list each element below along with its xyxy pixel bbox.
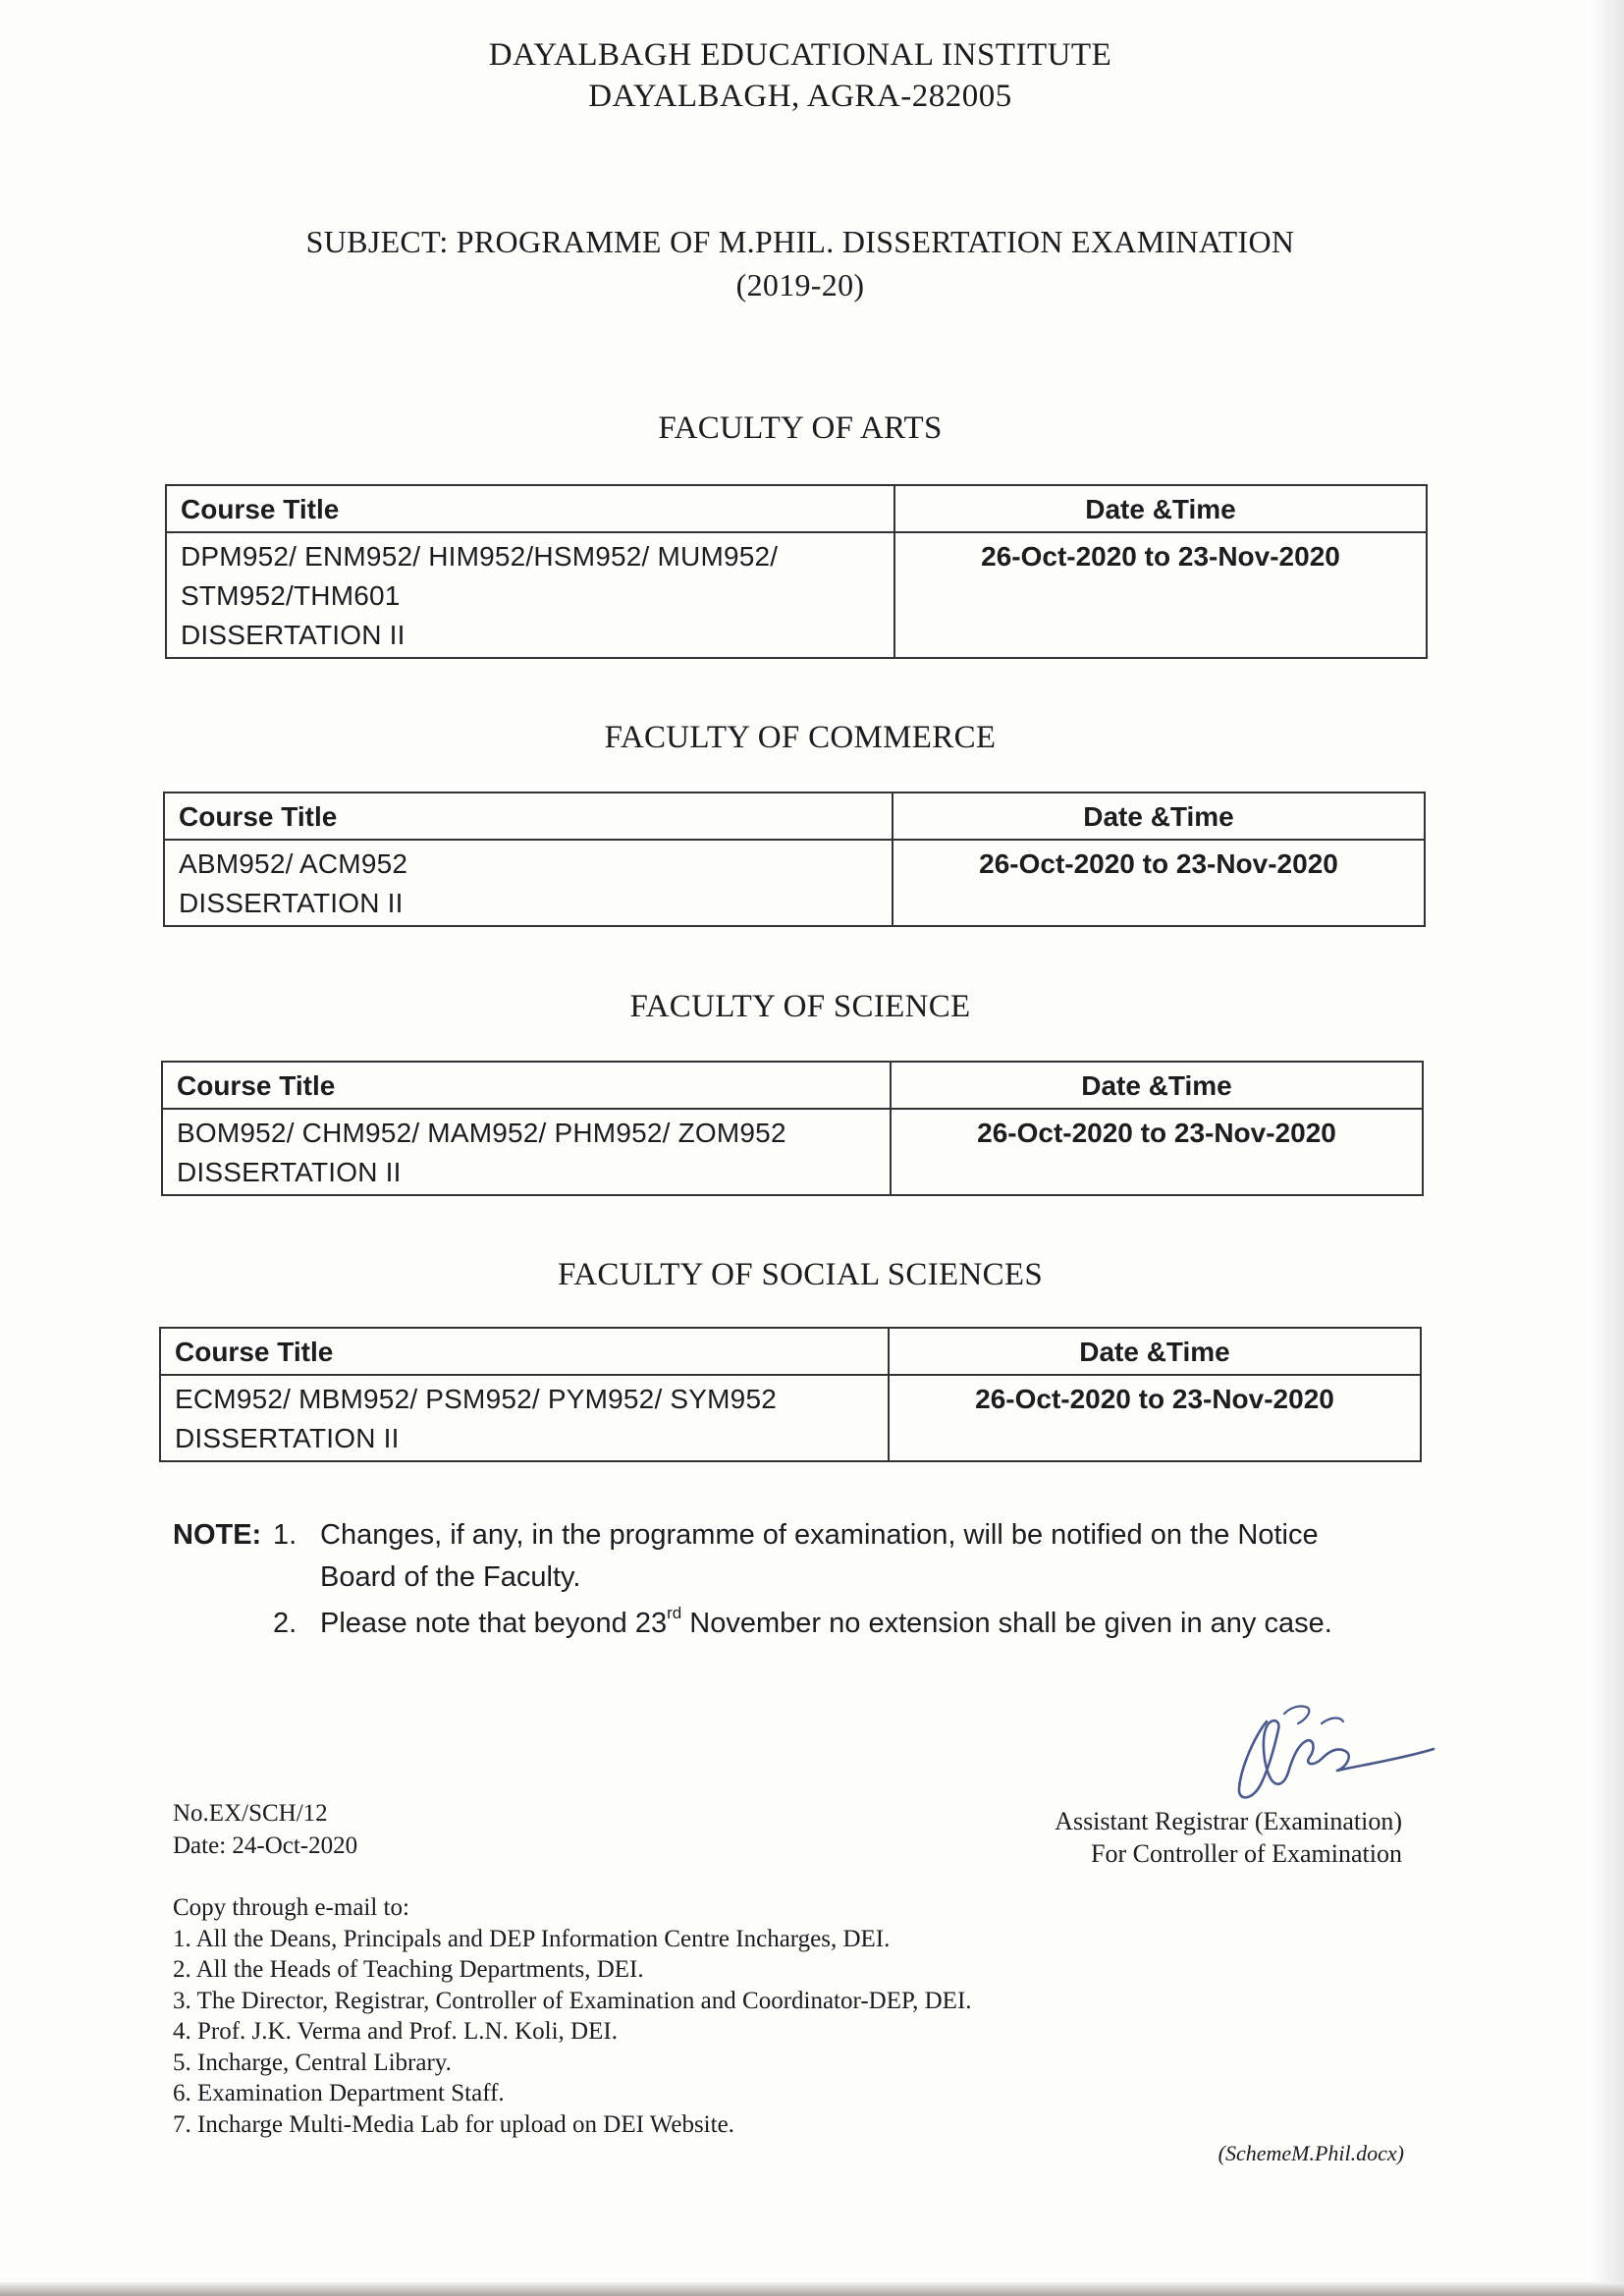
course-codes-line: ECM952/ MBM952/ PSM952/ PYM952/ SYM952 bbox=[175, 1384, 777, 1414]
column-header-date-time: Date &Time bbox=[889, 1328, 1421, 1375]
table-header-row bbox=[166, 485, 1427, 532]
course-name-line: DISSERTATION II bbox=[181, 620, 406, 650]
faculty-heading-commerce: FACULTY OF COMMERCE bbox=[604, 720, 997, 755]
column-header-date-time: Date &Time bbox=[893, 793, 1425, 840]
course-codes-line: STM952/THM601 bbox=[181, 580, 401, 611]
course-codes-cell bbox=[166, 532, 894, 658]
table-header-row bbox=[162, 1062, 1423, 1109]
course-table-social-sciences bbox=[159, 1327, 1422, 1462]
exam-date-cell: 26-Oct-2020 to 23-Nov-2020 bbox=[893, 840, 1425, 926]
reference-block bbox=[173, 1797, 357, 1862]
note-number: 2. bbox=[273, 1608, 298, 1639]
subject-year: (2019-20) bbox=[735, 267, 865, 302]
list-item: 2. All the Heads of Teaching Departments, DEI. bbox=[173, 1956, 644, 1983]
faculty-heading-science: FACULTY OF SCIENCE bbox=[629, 989, 971, 1024]
course-codes-cell bbox=[164, 840, 893, 926]
institute-name: DAYALBAGH EDUCATIONAL INSTITUTE bbox=[488, 37, 1112, 73]
course-codes-cell bbox=[162, 1109, 891, 1195]
column-header-date-time: Date &Time bbox=[894, 485, 1427, 532]
column-header-course-title: Course Title bbox=[162, 1062, 891, 1109]
course-table-commerce bbox=[163, 792, 1426, 927]
subject-line: SUBJECT: PROGRAMME OF M.PHIL. DISSERTATION EXAMINATION bbox=[305, 224, 1295, 259]
exam-date-cell: 26-Oct-2020 to 23-Nov-2020 bbox=[891, 1109, 1423, 1195]
signatory-subtitle: For Controller of Examination bbox=[1090, 1839, 1402, 1868]
column-header-course-title: Course Title bbox=[160, 1328, 889, 1375]
course-name-line: DISSERTATION II bbox=[175, 1423, 400, 1453]
course-codes-line: DPM952/ ENM952/ HIM952/HSM952/ MUM952/ bbox=[181, 541, 779, 572]
course-name-line: DISSERTATION II bbox=[179, 888, 404, 918]
list-item: 1. All the Deans, Principals and DEP Information Centre Incharges, DEI. bbox=[173, 1925, 891, 1952]
table-header-row bbox=[160, 1328, 1421, 1375]
notes-section bbox=[173, 1514, 1449, 1645]
institute-address: DAYALBAGH, AGRA-282005 bbox=[588, 79, 1012, 114]
column-header-course-title: Course Title bbox=[164, 793, 893, 840]
signatory-block bbox=[1055, 1805, 1402, 1870]
column-header-date-time: Date &Time bbox=[891, 1062, 1423, 1109]
course-codes-cell bbox=[160, 1375, 889, 1461]
faculty-heading-arts: FACULTY OF ARTS bbox=[658, 410, 943, 446]
document-filename: (SchemeM.Phil.docx) bbox=[1218, 2141, 1404, 2165]
list-item: 7. Incharge Multi-Media Lab for upload on DEI Website. bbox=[173, 2110, 734, 2138]
course-codes-line: ABM952/ ACM952 bbox=[179, 848, 408, 879]
note-label: NOTE: bbox=[173, 1519, 262, 1551]
faculty-heading-social-sciences: FACULTY OF SOCIAL SCIENCES bbox=[557, 1257, 1044, 1292]
list-item: 5. Incharge, Central Library. bbox=[173, 2049, 452, 2076]
exam-date-cell: 26-Oct-2020 to 23-Nov-2020 bbox=[889, 1375, 1421, 1461]
table-header-row bbox=[164, 793, 1425, 840]
page-edge-shadow bbox=[1587, 0, 1624, 2296]
note-item bbox=[173, 1514, 1449, 1599]
signatory-title: Assistant Registrar (Examination) bbox=[1055, 1807, 1402, 1835]
copy-heading: Copy through e-mail to: bbox=[173, 1894, 409, 1921]
copy-to-list bbox=[173, 1892, 972, 2140]
list-item: 3. The Director, Registrar, Controller of Examination and Coordinator-DEP, DEI. bbox=[173, 1987, 972, 2014]
note-text-line: Changes, if any, in the programme of examination, will be notified on the Notice bbox=[320, 1519, 1319, 1551]
note-text: Please note that beyond 23 bbox=[320, 1608, 668, 1639]
table-row bbox=[160, 1375, 1421, 1461]
table-row bbox=[162, 1109, 1423, 1195]
table-row bbox=[166, 532, 1427, 658]
reference-number: No.EX/SCH/12 bbox=[173, 1800, 328, 1827]
note-item bbox=[173, 1603, 1449, 1645]
table-row bbox=[164, 840, 1425, 926]
page-bottom-shadow bbox=[0, 2282, 1624, 2296]
signature-image bbox=[1206, 1694, 1441, 1812]
course-table-arts bbox=[165, 484, 1428, 659]
note-number: 1. bbox=[273, 1519, 298, 1551]
reference-date: Date: 24-Oct-2020 bbox=[173, 1832, 358, 1859]
course-codes-line: BOM952/ CHM952/ MAM952/ PHM952/ ZOM952 bbox=[177, 1118, 786, 1148]
note-text-line: Board of the Faculty. bbox=[320, 1561, 581, 1593]
list-item: 6. Examination Department Staff. bbox=[173, 2080, 505, 2106]
ordinal-suffix: rd bbox=[667, 1604, 682, 1622]
course-table-science bbox=[161, 1061, 1424, 1196]
list-item: 4. Prof. J.K. Verma and Prof. L.N. Koli, DEI. bbox=[173, 2018, 618, 2045]
column-header-course-title: Course Title bbox=[166, 485, 894, 532]
course-name-line: DISSERTATION II bbox=[177, 1157, 402, 1187]
note-text-line bbox=[320, 1603, 1449, 1645]
note-text: November no extension shall be given in any case. bbox=[681, 1608, 1332, 1639]
exam-date-cell: 26-Oct-2020 to 23-Nov-2020 bbox=[894, 532, 1427, 658]
